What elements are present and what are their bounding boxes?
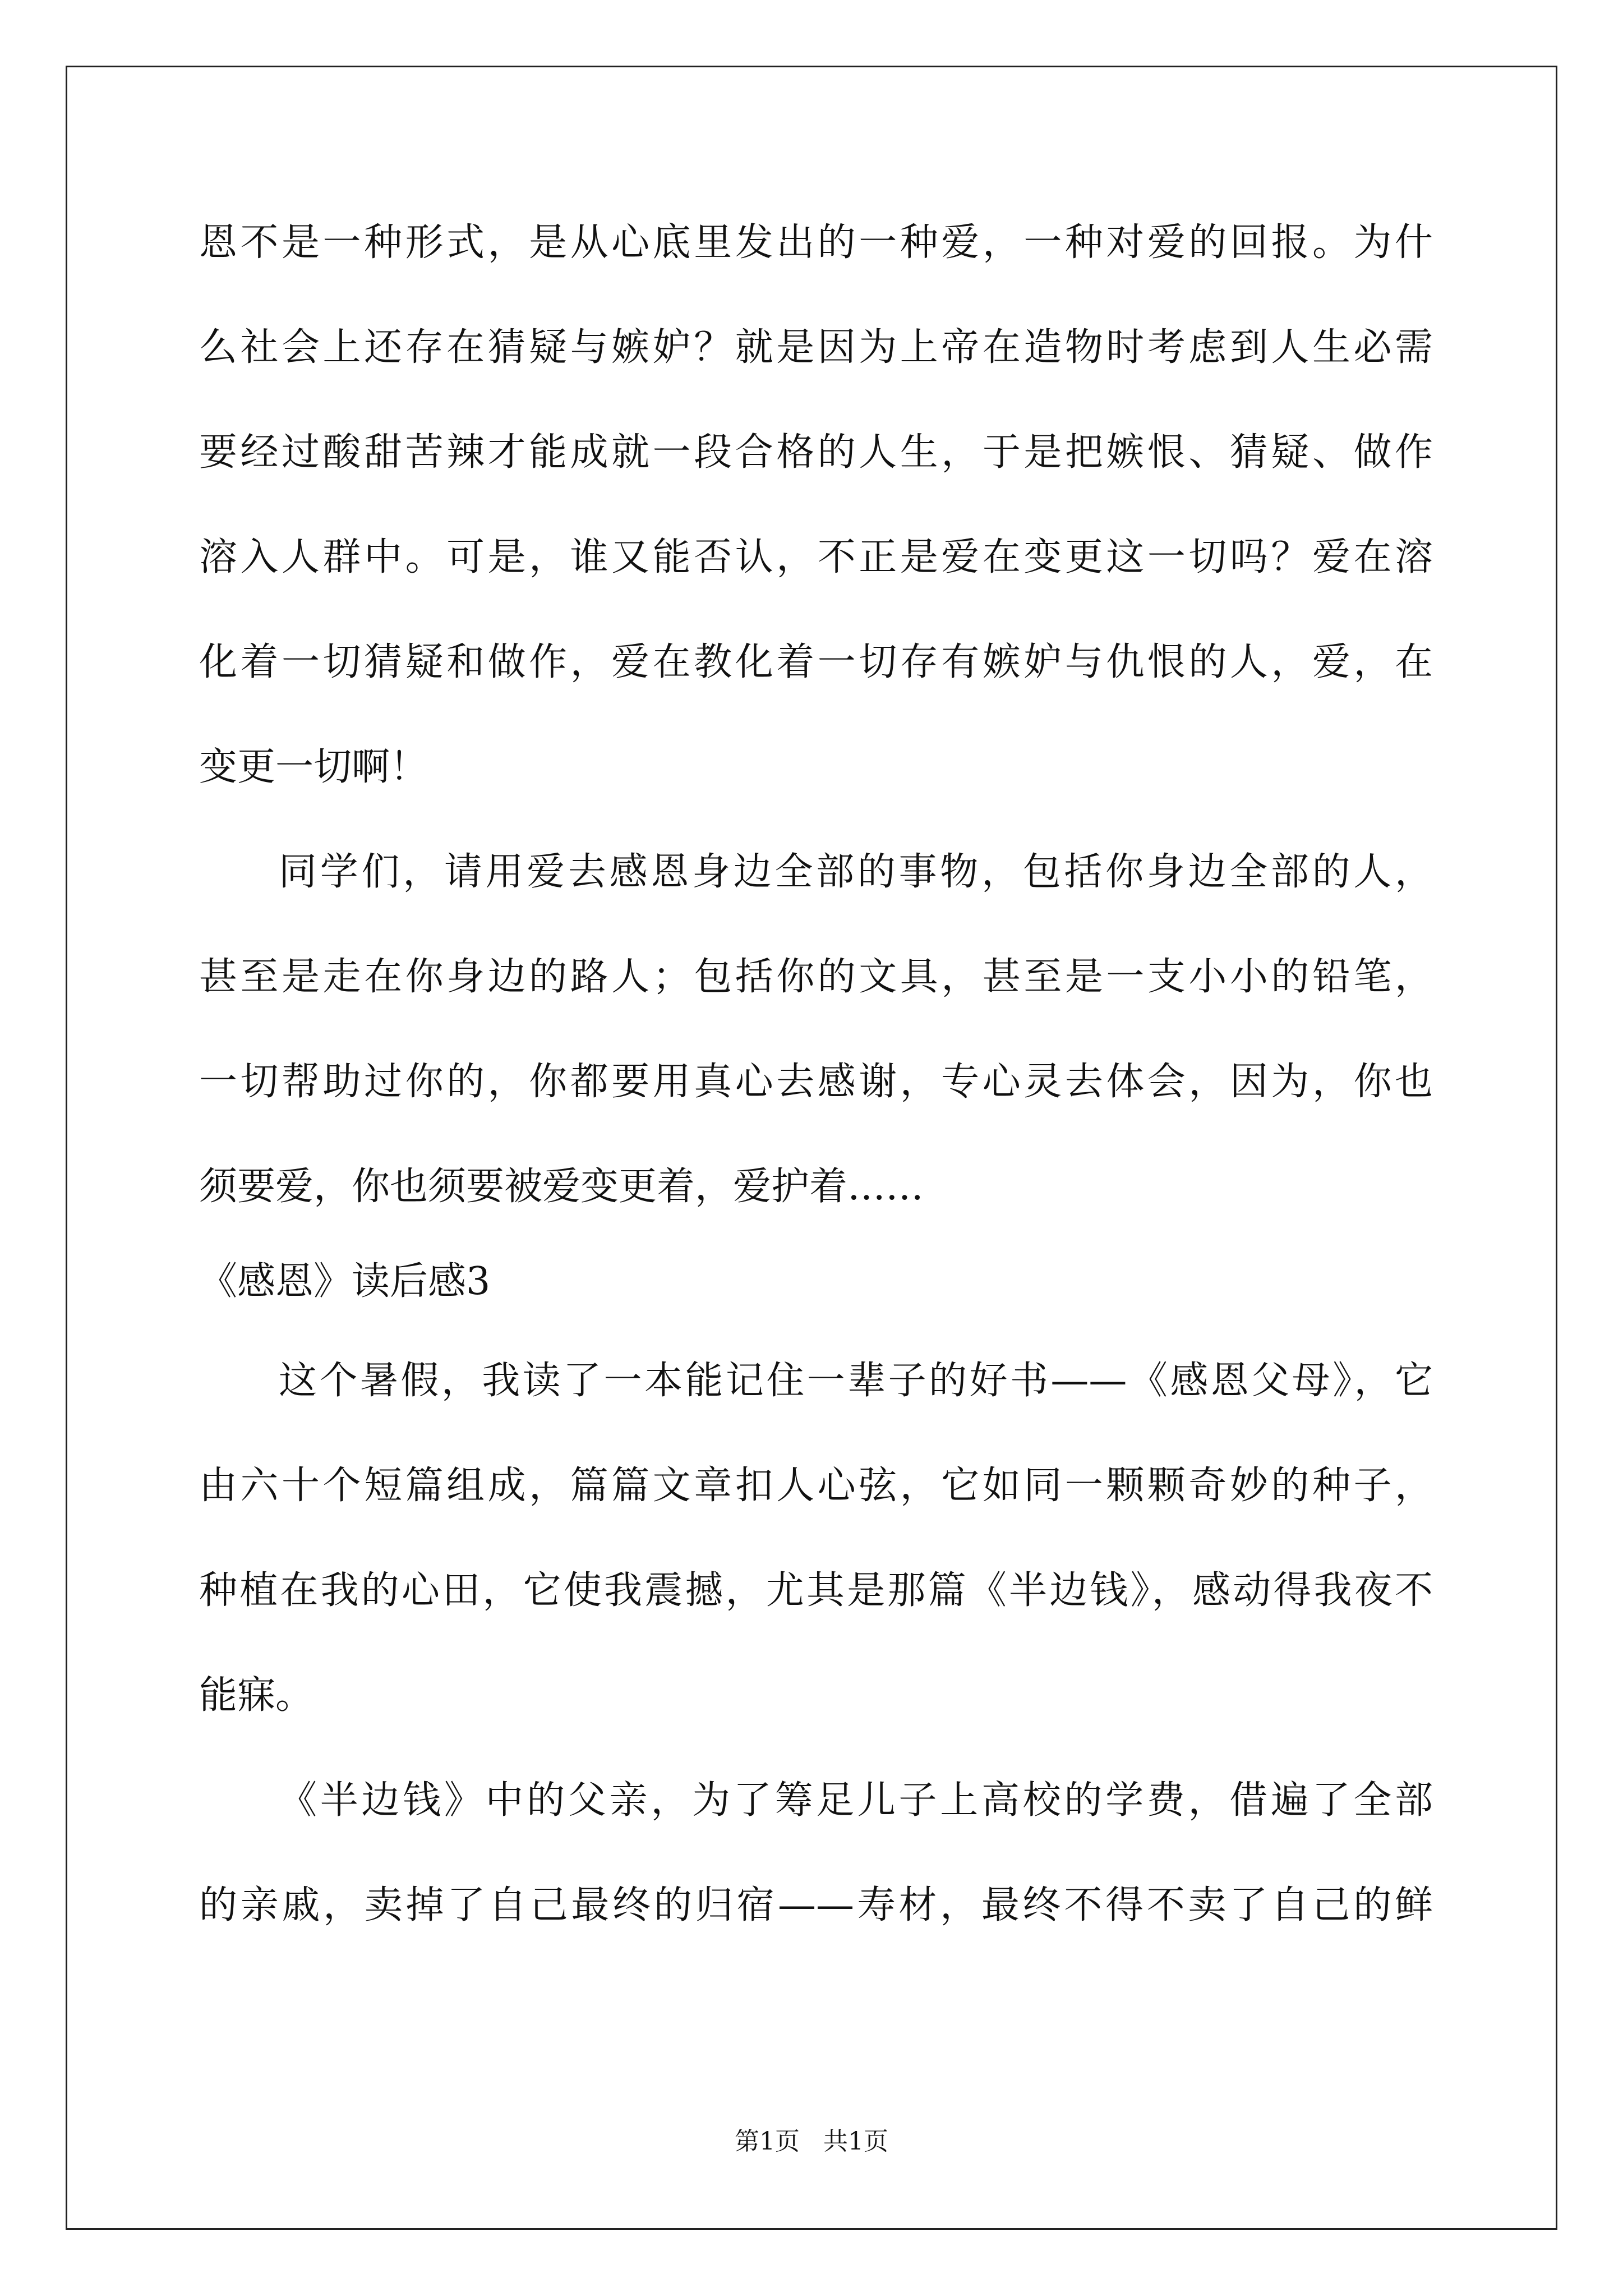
- paragraph-line: 须要爱，你也须要被爱变更着，爱护着……: [199, 1165, 924, 1209]
- paragraph-line: 么社会上还存在猜疑与嫉妒？就是因为上帝在造物时考虑到人生必需: [199, 325, 1433, 370]
- paragraph-line: 的亲戚，卖掉了自己最终的归宿——寿材，最终不得不卖了自己的鲜: [199, 1883, 1433, 1927]
- paragraph-line: 能寐。: [199, 1673, 314, 1718]
- page-number-footer: 第1页 共1页: [735, 2127, 888, 2156]
- paragraph-line: 甚至是走在你身边的路人；包括你的文具，甚至是一支小小的铅笔，: [199, 955, 1433, 999]
- section-heading: 《感恩》读后感3: [199, 1259, 491, 1304]
- paragraph-line: 《半边钱》中的父亲，为了筹足儿子上高校的学费，借遍了全部: [279, 1778, 1433, 1823]
- paragraph-line: 由六十个短篇组成，篇篇文章扣人心弦，它如同一颗颗奇妙的种子，: [199, 1464, 1433, 1508]
- paragraph-line: 化着一切猜疑和做作，爱在教化着一切存有嫉妒与仇恨的人，爱，在: [199, 640, 1433, 684]
- paragraph-line: 种植在我的心田，它使我震撼，尤其是那篇《半边钱》，感动得我夜不: [199, 1568, 1433, 1613]
- paragraph-line: 变更一切啊！: [199, 745, 428, 789]
- paragraph-line: 同学们，请用爱去感恩身边全部的事物，包括你身边全部的人，: [279, 850, 1433, 894]
- paragraph-line: 恩不是一种形式，是从心底里发出的一种爱，一种对爱的回报。为什: [199, 220, 1433, 265]
- paragraph-line: 一切帮助过你的，你都要用真心去感谢，专心灵去体会，因为，你也: [199, 1060, 1433, 1104]
- paragraph-line: 这个暑假，我读了一本能记住一辈子的好书——《感恩父母》，它: [279, 1359, 1433, 1403]
- paragraph-line: 要经过酸甜苦辣才能成就一段合格的人生，于是把嫉恨、猜疑、做作: [199, 430, 1433, 475]
- paragraph-line: 溶入人群中。可是，谁又能否认，不正是爱在变更这一切吗？爱在溶: [199, 535, 1433, 579]
